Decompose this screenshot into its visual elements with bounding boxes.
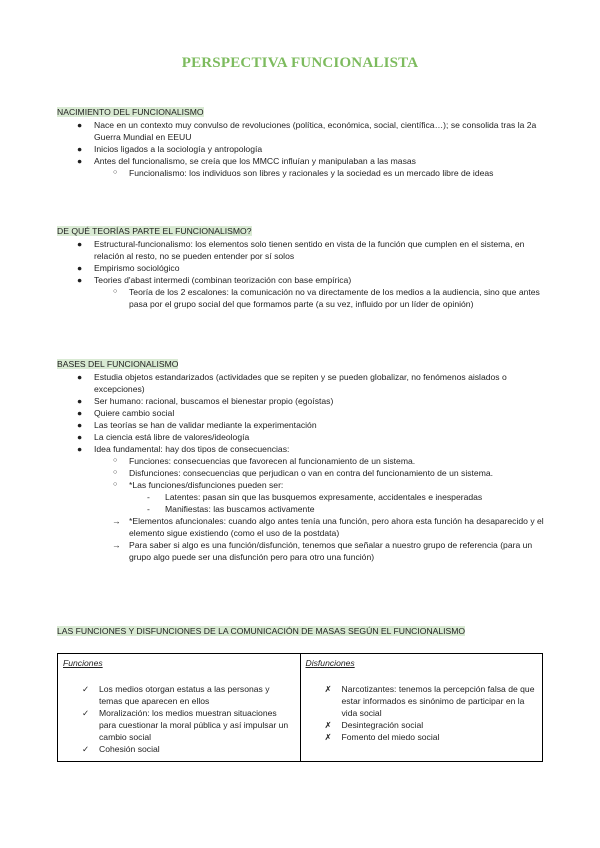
section-funciones-heading [57, 625, 547, 637]
section-heading: DE QUÉ TEORÍAS PARTE EL FUNCIONALISMO? [57, 226, 252, 236]
table-list-item: ✓ Cohesión social [82, 744, 160, 754]
list-item: ● La ciencia está libre de valores/ideología [77, 432, 250, 442]
arrow-item: → *Elementos afuncionales: cuando algo antes tenía una función, pero ahora esta función ha desaparecido y el elemento sigue existiendo (como el uso de la postdata) [112, 516, 544, 538]
cross-icon: ✗ [324, 720, 332, 730]
table-list-item: ✗ Desintegración social [324, 720, 424, 730]
column-heading: Funciones [63, 658, 103, 668]
list-subitem: ○ Funciones: consecuencias que favorecen al funcionamiento de un sistema. [113, 456, 416, 466]
list-subitem: ○ Disfunciones: consecuencias que perjudican o van en contra del funcionamiento de un sistema. [113, 468, 494, 478]
table-list-item: ✗ Fomento del miedo social [324, 732, 440, 742]
list-item: ● Estudia objetos estandarizados (actividades que se repiten y se pueden globalizar, no fenómenos aislados o excepciones) [77, 372, 507, 394]
arrow-right-icon: → [112, 516, 121, 526]
list-subsubitem: - Latentes: pasan sin que las busquemos expresamente, accidentales e inesperadas [147, 492, 483, 502]
list-item: ● Las teorías se han de validar mediante la experimentación [77, 420, 317, 430]
list-subitem: ○ Funcionalismo: los individuos son libres y racionales y la sociedad es un mercado libre de ideas [113, 168, 494, 178]
cross-icon: ✗ [324, 732, 332, 742]
check-icon: ✓ [82, 708, 90, 718]
section-bases [57, 358, 547, 563]
arrow-right-icon: → [112, 540, 121, 550]
cross-icon: ✗ [324, 684, 332, 694]
section-heading: LAS FUNCIONES Y DISFUNCIONES DE LA COMUNICACIÓN DE MASAS SEGÚN EL FUNCIONALISMO [57, 626, 466, 636]
list-subsubitem: - Manifiestas: las buscamos activamente [147, 504, 315, 514]
list-item: ● Inicios ligados a la sociología y antropología [77, 144, 263, 154]
funciones-column [58, 654, 301, 762]
table-list-item: ✗ Narcotizantes: tenemos la percepción falsa de que estar informados es sinónimo de participar en la vida social [324, 684, 535, 718]
check-icon: ✓ [82, 684, 90, 694]
section-heading: NACIMIENTO DEL FUNCIONALISMO [57, 107, 204, 117]
check-icon: ✓ [82, 744, 90, 754]
section-heading: BASES DEL FUNCIONALISMO [57, 359, 179, 369]
page-title: PERSPECTIVA FUNCIONALISTA [181, 55, 419, 71]
list-item: ● Teories d'abast intermedi (combinan teorización con base empírica) [77, 275, 352, 285]
list-item: ● Nace en un contexto muy convulso de revoluciones (política, económica, social, científica…); se consolida tras la 2a Guerra Mundial en EEUU [77, 120, 537, 142]
list-item: ● Empirismo sociológico [77, 263, 180, 273]
section-nacimiento [57, 106, 547, 179]
list-item: ● Estructural-funcionalismo: los elementos solo tienen sentido en vista de la función que cumplen en el sistema, en relación al resto, no se pueden entender por sí solos [77, 239, 525, 261]
list-subitem: ○ Teoría de los 2 escalones: la comunicación no va directamente de los medios a la audiencia, sino que antes pasa por el grupo social del que formamos parte (a su vez, influido por un líder de opinión) [113, 287, 540, 309]
list-item: ● Idea fundamental: hay dos tipos de consecuencias: [77, 444, 290, 454]
table-list-item: ✓ Moralización: los medios muestran situaciones para cuestionar la moral pública y así impulsar un cambio social [82, 708, 289, 742]
list-item: ● Quiere cambio social [77, 408, 175, 418]
list-item: ● Antes del funcionalismo, se creía que los MMCC influían y manipulaban a las masas [77, 156, 416, 166]
table-list-item: ✓ Los medios otorgan estatus a las personas y temas que aparecen en ellos [82, 684, 270, 706]
funciones-table [57, 653, 543, 762]
column-heading: Disfunciones [305, 658, 355, 668]
section-teorias [57, 225, 547, 310]
list-subitem: ○ *Las funciones/disfunciones pueden ser: [113, 480, 284, 490]
list-item: ● Ser humano: racional, buscamos el bienestar propio (egoístas) [77, 396, 334, 406]
arrow-item: → Para saber si algo es una función/disfunción, tenemos que señalar a nuestro grupo de referencia (para un grupo algo puede ser una disfunción pero para otro una función) [112, 540, 533, 562]
disfunciones-column [300, 654, 543, 762]
